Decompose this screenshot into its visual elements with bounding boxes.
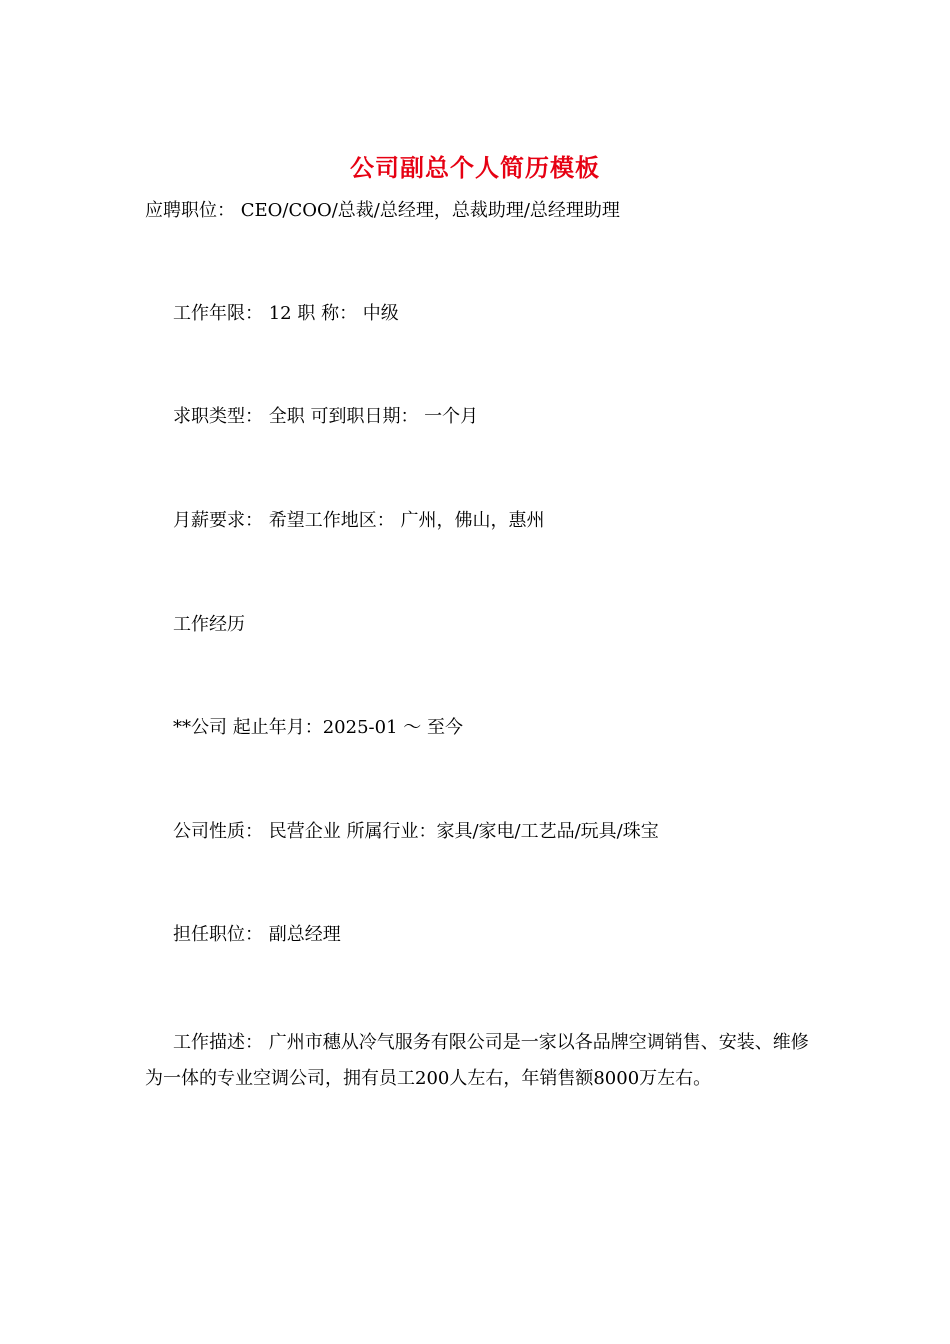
salary-and-location: 月薪要求： 希望工作地区： 广州，佛山，惠州 <box>173 510 545 531</box>
job-description: 工作描述： 广州市穗从冷气服务有限公司是一家以各品牌空调销售、安装、维修为一体的专业空调公司，拥有员工200人左右，年销售额8000万左右。 <box>145 1032 809 1089</box>
position-applied: 应聘职位： CEO/COO/总裁/总经理，总裁助理/总经理助理 <box>145 200 620 221</box>
job-title: 担任职位： 副总经理 <box>173 924 341 945</box>
company-nature-industry: 公司性质： 民营企业 所属行业：家具/家电/工艺品/玩具/珠宝 <box>173 821 659 842</box>
document-title: 公司副总个人简历模板 <box>350 153 600 182</box>
job-type-and-availability: 求职类型： 全职 可到职日期： 一个月 <box>173 406 479 427</box>
work-years-and-title: 工作年限： 12 职 称： 中级 <box>173 303 399 324</box>
experience-heading: 工作经历 <box>173 614 245 635</box>
company-period: **公司 起止年月：2025-01 ～ 至今 <box>173 717 463 738</box>
